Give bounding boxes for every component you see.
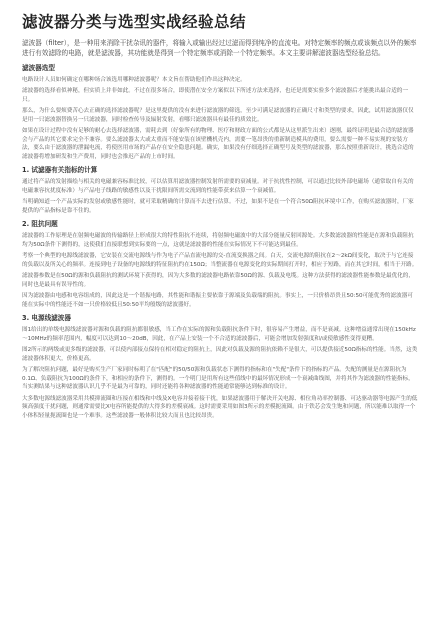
- section-title: 1. 试滤器有关指标的计算: [22, 166, 98, 175]
- section-1: [22, 64, 418, 162]
- doc-intro: 滤波器（filter），是一种用来消除干扰杂讯的器件，将输入或输出经过过滤而得到纯净的直流电。对特定频率的频点或该频点以外的频率进行有效滤除的电路，就是滤波器，其功能就是得到一个特定频率或消除一个特定频率。本文主要讲解滤波器选型经验总结。: [22, 39, 417, 58]
- paragraph: 为了解决阻抗问题，最好是购买生产厂家同时标明了在"匹配"的50/50源和负载状态下测得的指标和在"失配"条件下的指标的产品。失配的测量是在源阻抗为0.1Ω、负载阻抗为100Ω的条件下，和相应的条件下，测得的。一个明门是用所有这些值线中的最坏情况形成一个衰减曲线图，并将其作为滤波器的性能指标，当实测结果与这种滤波器认识几乎不是最为可靠的，同时还能将各种滤波器的性能通常能够达到标准的设计。: [22, 367, 414, 391]
- paragraph: 通过将产品的发射描绘与相关的电磁兼容标准比较，可以估算用滤波器控制发射所需要的衰减量。对于抗扰性控制，可以通过比较外部电磁场（通常取自有关的电磁兼容抗扰度标准）与产品电子线路的敏感性以及干扰限间所需交流到的性能带获来估算一个衰减值。: [22, 179, 414, 194]
- paragraph: 滤波器的选择看似神秘，但实质上并非如此。不过在很多场合，即使潜在安全方案似以下所述方法来选择，也还是需要实验多个滤波器后才能挑出最合适的一只。: [22, 88, 408, 103]
- paragraph: 因为滤波器由电感和电容组成的，因此这是一个谐振电路，其性能和谐振主要依靠于源端及负载端的阻抗。事实上，一只价格昂贵且50:50可能优秀的滤波器可能在实际中的性能还不如一只价格较低且50:50平均般级的滤波器好。: [22, 293, 413, 308]
- paragraph: 大多数电源线滤波器采用共模抑流圈和压接在相线和中线及X电容并接着接干扰，如果滤波器用于解决开关电源、相位角功率控制器、可达驱动器等电源产生的低频高强度干扰问题，则通常需要比X电容所能提供的大得多的差模衰减。这时需要采用如图3所示的差模扼流圈。由于铁芯会发生饱和问题，所以能难以取得一个小体积轻量扼流圈也是一个难事。这些滤波器一般体积比较大而且也比较昂贵。: [22, 395, 418, 419]
- doc-title: 滤波器分类与选型实战经验总结: [22, 13, 247, 31]
- paragraph: 那么，为什么要烦费苦心去正确的选择滤波器呢？是这里提供的没有来进行滤波器的筛选，至少可满足滤波器的正确尺寸和类型的要求，因此，试用滤波器仅仅是用一只滤波器替换另一只滤波器，同时检查传导及辐射发射，看哪只滤波器具有最佳的质效比。: [22, 108, 414, 123]
- paragraph: 图2所示的两级或更多级的滤波器，可以使内部接点保持在相对稳定的阻抗上，因此对负载及源的阻抗依赖不是很大，可以提供接近50Ω指标的性能。当然，这类滤波器体积更大，价格更高。: [22, 347, 418, 362]
- section-title: 滤波器选型: [22, 63, 55, 72]
- section-3: [22, 220, 418, 309]
- paragraph: 电路设计人员如何确定在哪种场合该选用哪种滤波器呢？本文旨在帮助他们作出这种决定。: [22, 76, 246, 83]
- section-title: 3. 电源线滤波器: [22, 314, 71, 323]
- section-2: [22, 166, 418, 215]
- section-4: [22, 314, 418, 363]
- paragraph: 当明确知道一个产品实际的发射或敏感性能时，就可采取精确的计算而不去进行估算。不过，如果不是在一个符合50Ω阻抗环境中工作，在购买滤波器时，厂家提供的产品指标是靠不住的。: [22, 199, 414, 214]
- paragraph: 滤波器参数是在50Ω的源和负载阻抗的测试环境下获得的，因为大多数的滤波器电路依靠50Ω的源、负载及电缆。这种方法获得的滤波器性能参数是最优化的，同时也是最具有误导性的。: [22, 273, 414, 288]
- paragraph: 考察一个典型的电源线滤波器，它安装在交流电源线与作为电子产品直流电源的交-直流变换器之间。白天，交流电源的阻抗在2～2kΩ间变化，取决于与它连接的负载以及所关心的频率。连接到电子设备的电源线的特征阻抗约在150Ω；当整流器在电源变化的实际期间打开时，相应于短路，而在其它时间，相当于开路。: [22, 253, 418, 268]
- section-5: [22, 366, 418, 420]
- paragraph: 图1给出的单级电源线滤波器对源和负载的阻抗都很敏感，当工作在实际的源和负载阻抗条件下时，很容易产生增益，而不是衰减。这种增益通常出现在150kHz～10MHz的频率范围内，幅度可以达到10～20dB，因此，在产品上安装一个不合适的滤波器后，可能会增加发射强度和/或使敏感性变得更糟。: [22, 327, 416, 342]
- paragraph: 滤波器的工作原理是在射频电磁波的传输路径上形成很大的特性阻抗不连续，将射频电磁波中的大部分能量反射回源处。大多数滤波器的性能是在源和负载阻抗均为50Ω条件下测得的，这使我们直接联想到实际要的一点，这就是滤波器的性能在实际情况下不可能达到最佳。: [22, 233, 414, 248]
- paragraph: 如果在设计过程中没有足够的耐心去选择滤波器，需耗去到（好象所有的物理、医疗和财政方面的公式都是从这里派生出来）逐刚，最终证明是最合适的滤波器会与产品的其它要求完全不兼容。要么滤波器太大或太重而不能安装在该壁機机壳内，需要一笔昂贵的重新制造模具的费用，要么需要一种不易实现的安装方法，要么由于滤波器的泄漏电流，将使医用市场的产品存在安全隐患问题。确实，如果没有仔细选择正确型号及类型的滤波器，那么按照重新设计，挑选合适的滤波器将增加研发和生产费用，同时也会推迟产品的上市时间。: [22, 128, 414, 160]
- section-title: 2. 阻抗问题: [22, 220, 58, 229]
